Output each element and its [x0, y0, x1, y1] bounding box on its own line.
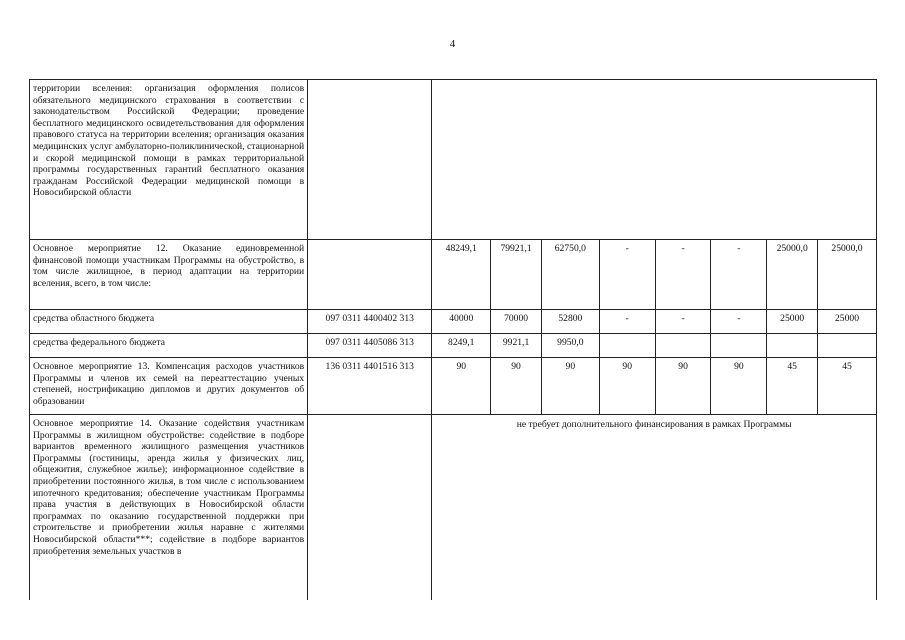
value-cell: 8249,1: [432, 334, 491, 358]
row-budget-code: 097 0311 4405086 313: [308, 334, 432, 358]
row-budget-code: 097 0311 4400402 313: [308, 310, 432, 334]
table-row: [30, 80, 877, 240]
value-cell: 45: [818, 358, 877, 415]
value-cell: 90: [491, 358, 542, 415]
value-cell: 90: [655, 358, 711, 415]
row-budget-code: [308, 240, 432, 310]
value-cell: 25000: [818, 310, 877, 334]
table-row: [30, 310, 877, 334]
value-cell: 90: [432, 358, 491, 415]
value-cell: 45: [767, 358, 818, 415]
value-cell: 40000: [432, 310, 491, 334]
value-cell: 70000: [491, 310, 542, 334]
value-cell: [767, 334, 818, 358]
value-cell: 25000,0: [767, 240, 818, 310]
value-cell: [655, 334, 711, 358]
row-budget-code: 136 0311 4401516 313: [308, 358, 432, 415]
row-budget-code: [308, 415, 432, 600]
value-cell: -: [711, 310, 767, 334]
value-cell: 90: [711, 358, 767, 415]
row-description: Основное мероприятие 14. Оказание содействия участникам Программы в жилищном обустройстве: содействие в подборе вариантов временного жилищного размещения участников Программы (гостиницы, аренда жилья у физических лиц, общежития, служебное жилье); информационное содействие в приобретении постоянного жилья, в том числе с использованием ипотечного кредитования; обеспечение участникам Программы права участия в действующих в Новосибирской области программах по оказанию государственной поддержки при строительстве и приобретении жилья наравне с жителями Новосибирской области***; содействие в подборе вариантов приобретения земельных участков в: [30, 415, 308, 600]
row-description: территории вселения: организация оформления полисов обязательного медицинского страхования в соответствии с законодательством Российской Федерации; проведение бесплатного медицинского освидетельствования для оформления правового статуса на территории вселения; организация оказания медицинских услуг амбулаторно-поликлинической, стационарной и скорой медицинской помощи в рамках территориальной программы государственных гарантий бесплатного оказания гражданам Российской Федерации медицинской помощи в Новосибирской области: [30, 80, 308, 240]
value-cell: -: [599, 310, 655, 334]
row-values-empty: [432, 80, 877, 240]
row-description: Основное мероприятие 13. Компенсация расходов участников Программы и членов их семей на переаттестацию ученых степеней, нострификацию дипломов и других документов об образовании: [30, 358, 308, 415]
value-cell: -: [711, 240, 767, 310]
page-number: 4: [449, 38, 456, 50]
table-row: [30, 334, 877, 358]
value-cell: 52800: [541, 310, 599, 334]
table-row: [30, 240, 877, 310]
value-cell: 90: [541, 358, 599, 415]
program-table: [29, 79, 877, 600]
value-cell: 25000,0: [818, 240, 877, 310]
value-cell: 90: [599, 358, 655, 415]
table-row: [30, 358, 877, 415]
value-cell: -: [655, 240, 711, 310]
value-cell: 79921,1: [491, 240, 542, 310]
value-cell: -: [655, 310, 711, 334]
funding-note: не требует дополнительного финансирования в рамках Программы: [432, 415, 877, 600]
value-cell: [599, 334, 655, 358]
row-description: средства федерального бюджета: [30, 334, 308, 358]
row-description: средства областного бюджета: [30, 310, 308, 334]
row-budget-code: [308, 80, 432, 240]
value-cell: [818, 334, 877, 358]
value-cell: 9950,0: [541, 334, 599, 358]
row-description: Основное мероприятие 12. Оказание единовременной финансовой помощи участникам Программы на обустройство, в том числе жилищное, в период адаптации на территории вселения, всего, в том числе:: [30, 240, 308, 310]
value-cell: 25000: [767, 310, 818, 334]
value-cell: 62750,0: [541, 240, 599, 310]
value-cell: [711, 334, 767, 358]
table-row: [30, 415, 877, 600]
value-cell: -: [599, 240, 655, 310]
value-cell: 48249,1: [432, 240, 491, 310]
value-cell: 9921,1: [491, 334, 542, 358]
